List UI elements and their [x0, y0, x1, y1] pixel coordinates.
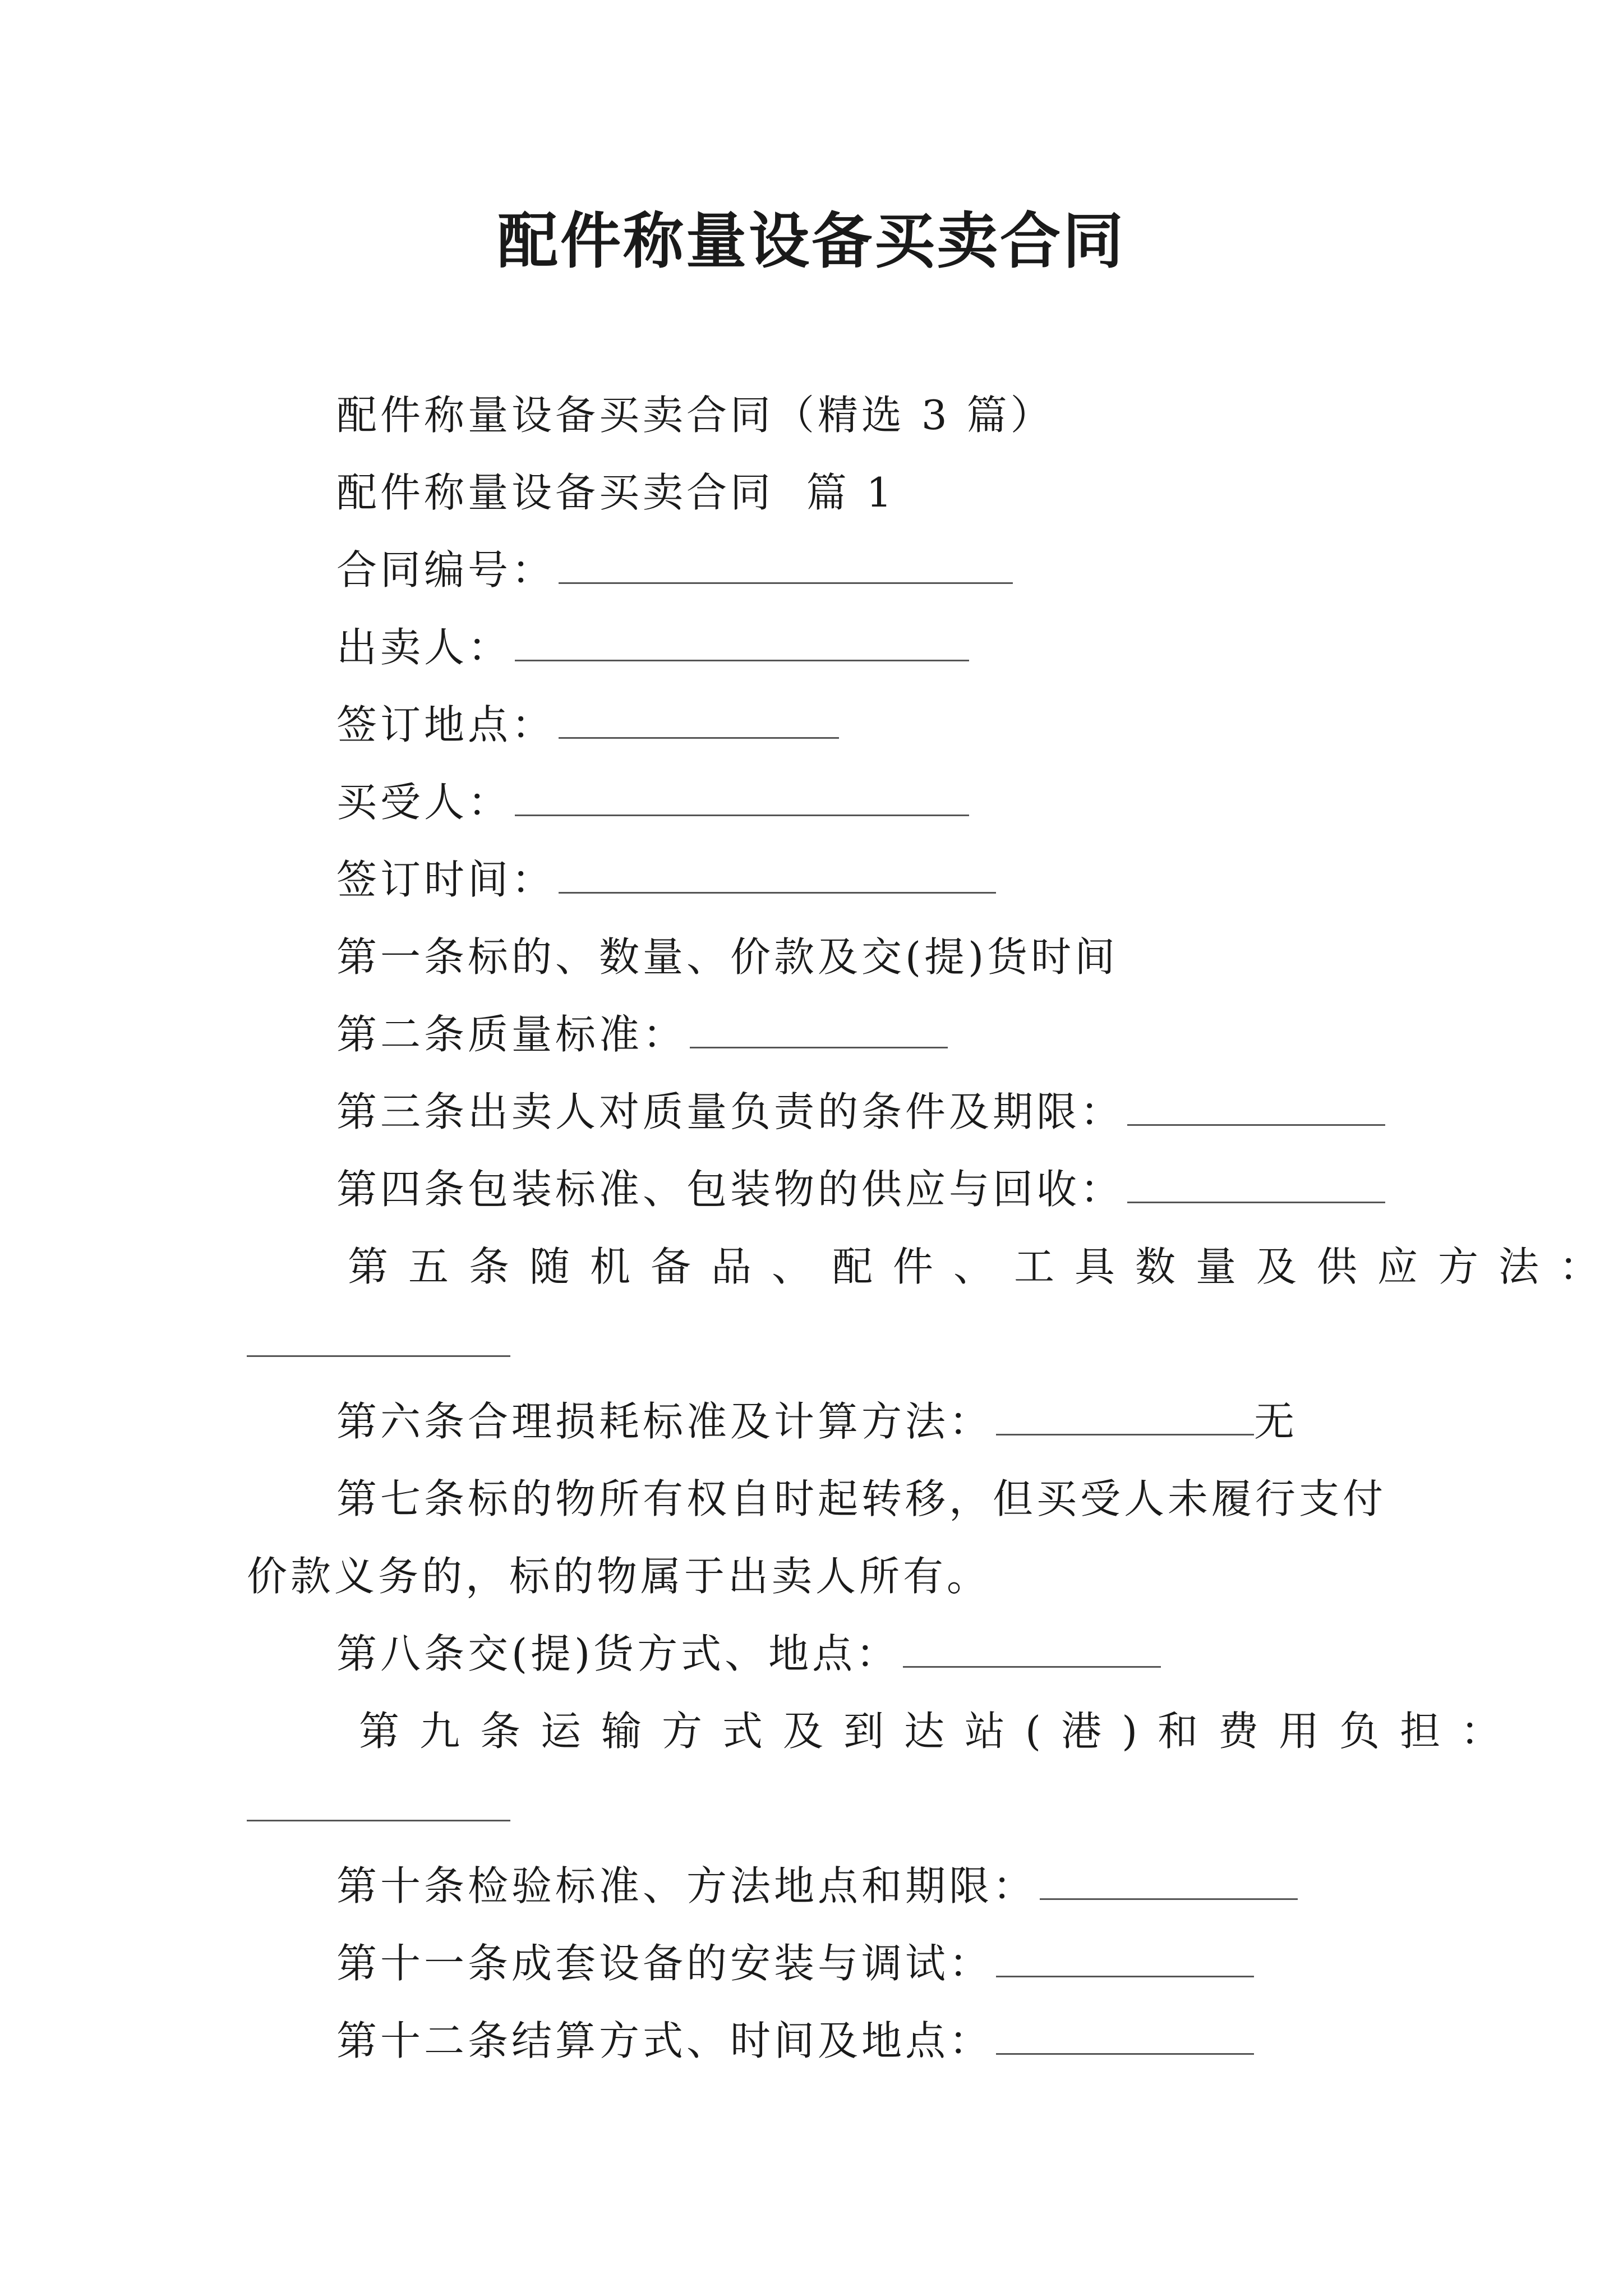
- article-11: [336, 1935, 1254, 1991]
- subtitle-text: 配件称量设备买卖合同（精选 3 篇）: [336, 392, 1054, 439]
- article-6-blank[interactable]: [996, 1393, 1254, 1435]
- article-8-text: 第八条交(提)货方式、地点：: [336, 1630, 900, 1677]
- article-5: [348, 1239, 1620, 1295]
- seller-blank[interactable]: [515, 619, 969, 661]
- contract-number-row: [336, 542, 1013, 598]
- document-subtitle: [336, 387, 1054, 443]
- article-10: [336, 1858, 1298, 1914]
- article-8: [336, 1626, 1161, 1682]
- article-3: [336, 1084, 1385, 1140]
- seller-label: 出卖人：: [336, 624, 512, 671]
- article-1: [336, 929, 1118, 985]
- article-12-text: 第十二条结算方式、时间及地点：: [336, 2017, 993, 2064]
- article-9-text: 第九条运输方式及到达站(港)和费用负担：: [359, 1708, 1521, 1755]
- article-7-line-2: [247, 1548, 990, 1604]
- article-11-blank[interactable]: [996, 1935, 1254, 1977]
- article-10-text: 第十条检验标准、方法地点和期限：: [336, 1862, 1037, 1910]
- article-12: [336, 2013, 1254, 2069]
- article-4-blank[interactable]: [1127, 1161, 1385, 1203]
- contract-number-blank[interactable]: [559, 542, 1013, 584]
- article-7-text-2: 价款义务的，标的物属于出卖人所有。: [247, 1553, 991, 1600]
- sign-place-row: [336, 697, 839, 753]
- article-2-text: 第二条质量标准：: [336, 1011, 687, 1058]
- buyer-blank[interactable]: [515, 774, 969, 816]
- article-6: [336, 1393, 1298, 1450]
- article-4-text: 第四条包装标准、包装物的供应与回收：: [336, 1166, 1124, 1213]
- article-7-text-1: 第七条标的物所有权自时起转移，但买受人未履行支付: [336, 1475, 1387, 1522]
- article-11-text: 第十一条成套设备的安装与调试：: [336, 1940, 993, 1987]
- seller-row: [336, 619, 969, 675]
- sign-time-blank[interactable]: [559, 852, 996, 894]
- article-4: [336, 1161, 1385, 1217]
- article-7-line-1: [336, 1471, 1386, 1527]
- sign-place-label: 签订地点：: [336, 701, 556, 748]
- article-1-text: 第一条标的、数量、价款及交(提)货时间: [336, 933, 1119, 981]
- contract-number-label: 合同编号：: [336, 546, 556, 593]
- article-5-blank[interactable]: [247, 1354, 510, 1357]
- article-6-value: 无: [1254, 1398, 1298, 1445]
- article-10-blank[interactable]: [1040, 1858, 1298, 1900]
- article-12-blank[interactable]: [996, 2013, 1254, 2055]
- article-2: [336, 1006, 948, 1062]
- article-6-text: 第六条合理损耗标准及计算方法：: [336, 1398, 993, 1445]
- article-9: [359, 1703, 1521, 1759]
- sign-time-row: [336, 852, 996, 908]
- buyer-label: 买受人：: [336, 779, 512, 826]
- buyer-row: [336, 774, 969, 830]
- article-5-text: 第五条随机备品、配件、工具数量及供应方法：: [348, 1243, 1620, 1290]
- sign-place-blank[interactable]: [559, 697, 839, 739]
- article-3-blank[interactable]: [1127, 1084, 1385, 1126]
- section-heading-text: 配件称量设备买卖合同 篇 1: [336, 469, 896, 516]
- article-3-text: 第三条出卖人对质量负责的条件及期限：: [336, 1088, 1124, 1135]
- article-8-blank[interactable]: [903, 1626, 1161, 1668]
- document-title: 配件称量设备买卖合同: [497, 206, 1126, 277]
- article-2-blank[interactable]: [690, 1006, 948, 1048]
- article-9-blank[interactable]: [247, 1819, 510, 1821]
- section-heading: [336, 464, 895, 521]
- sign-time-label: 签订时间：: [336, 856, 556, 903]
